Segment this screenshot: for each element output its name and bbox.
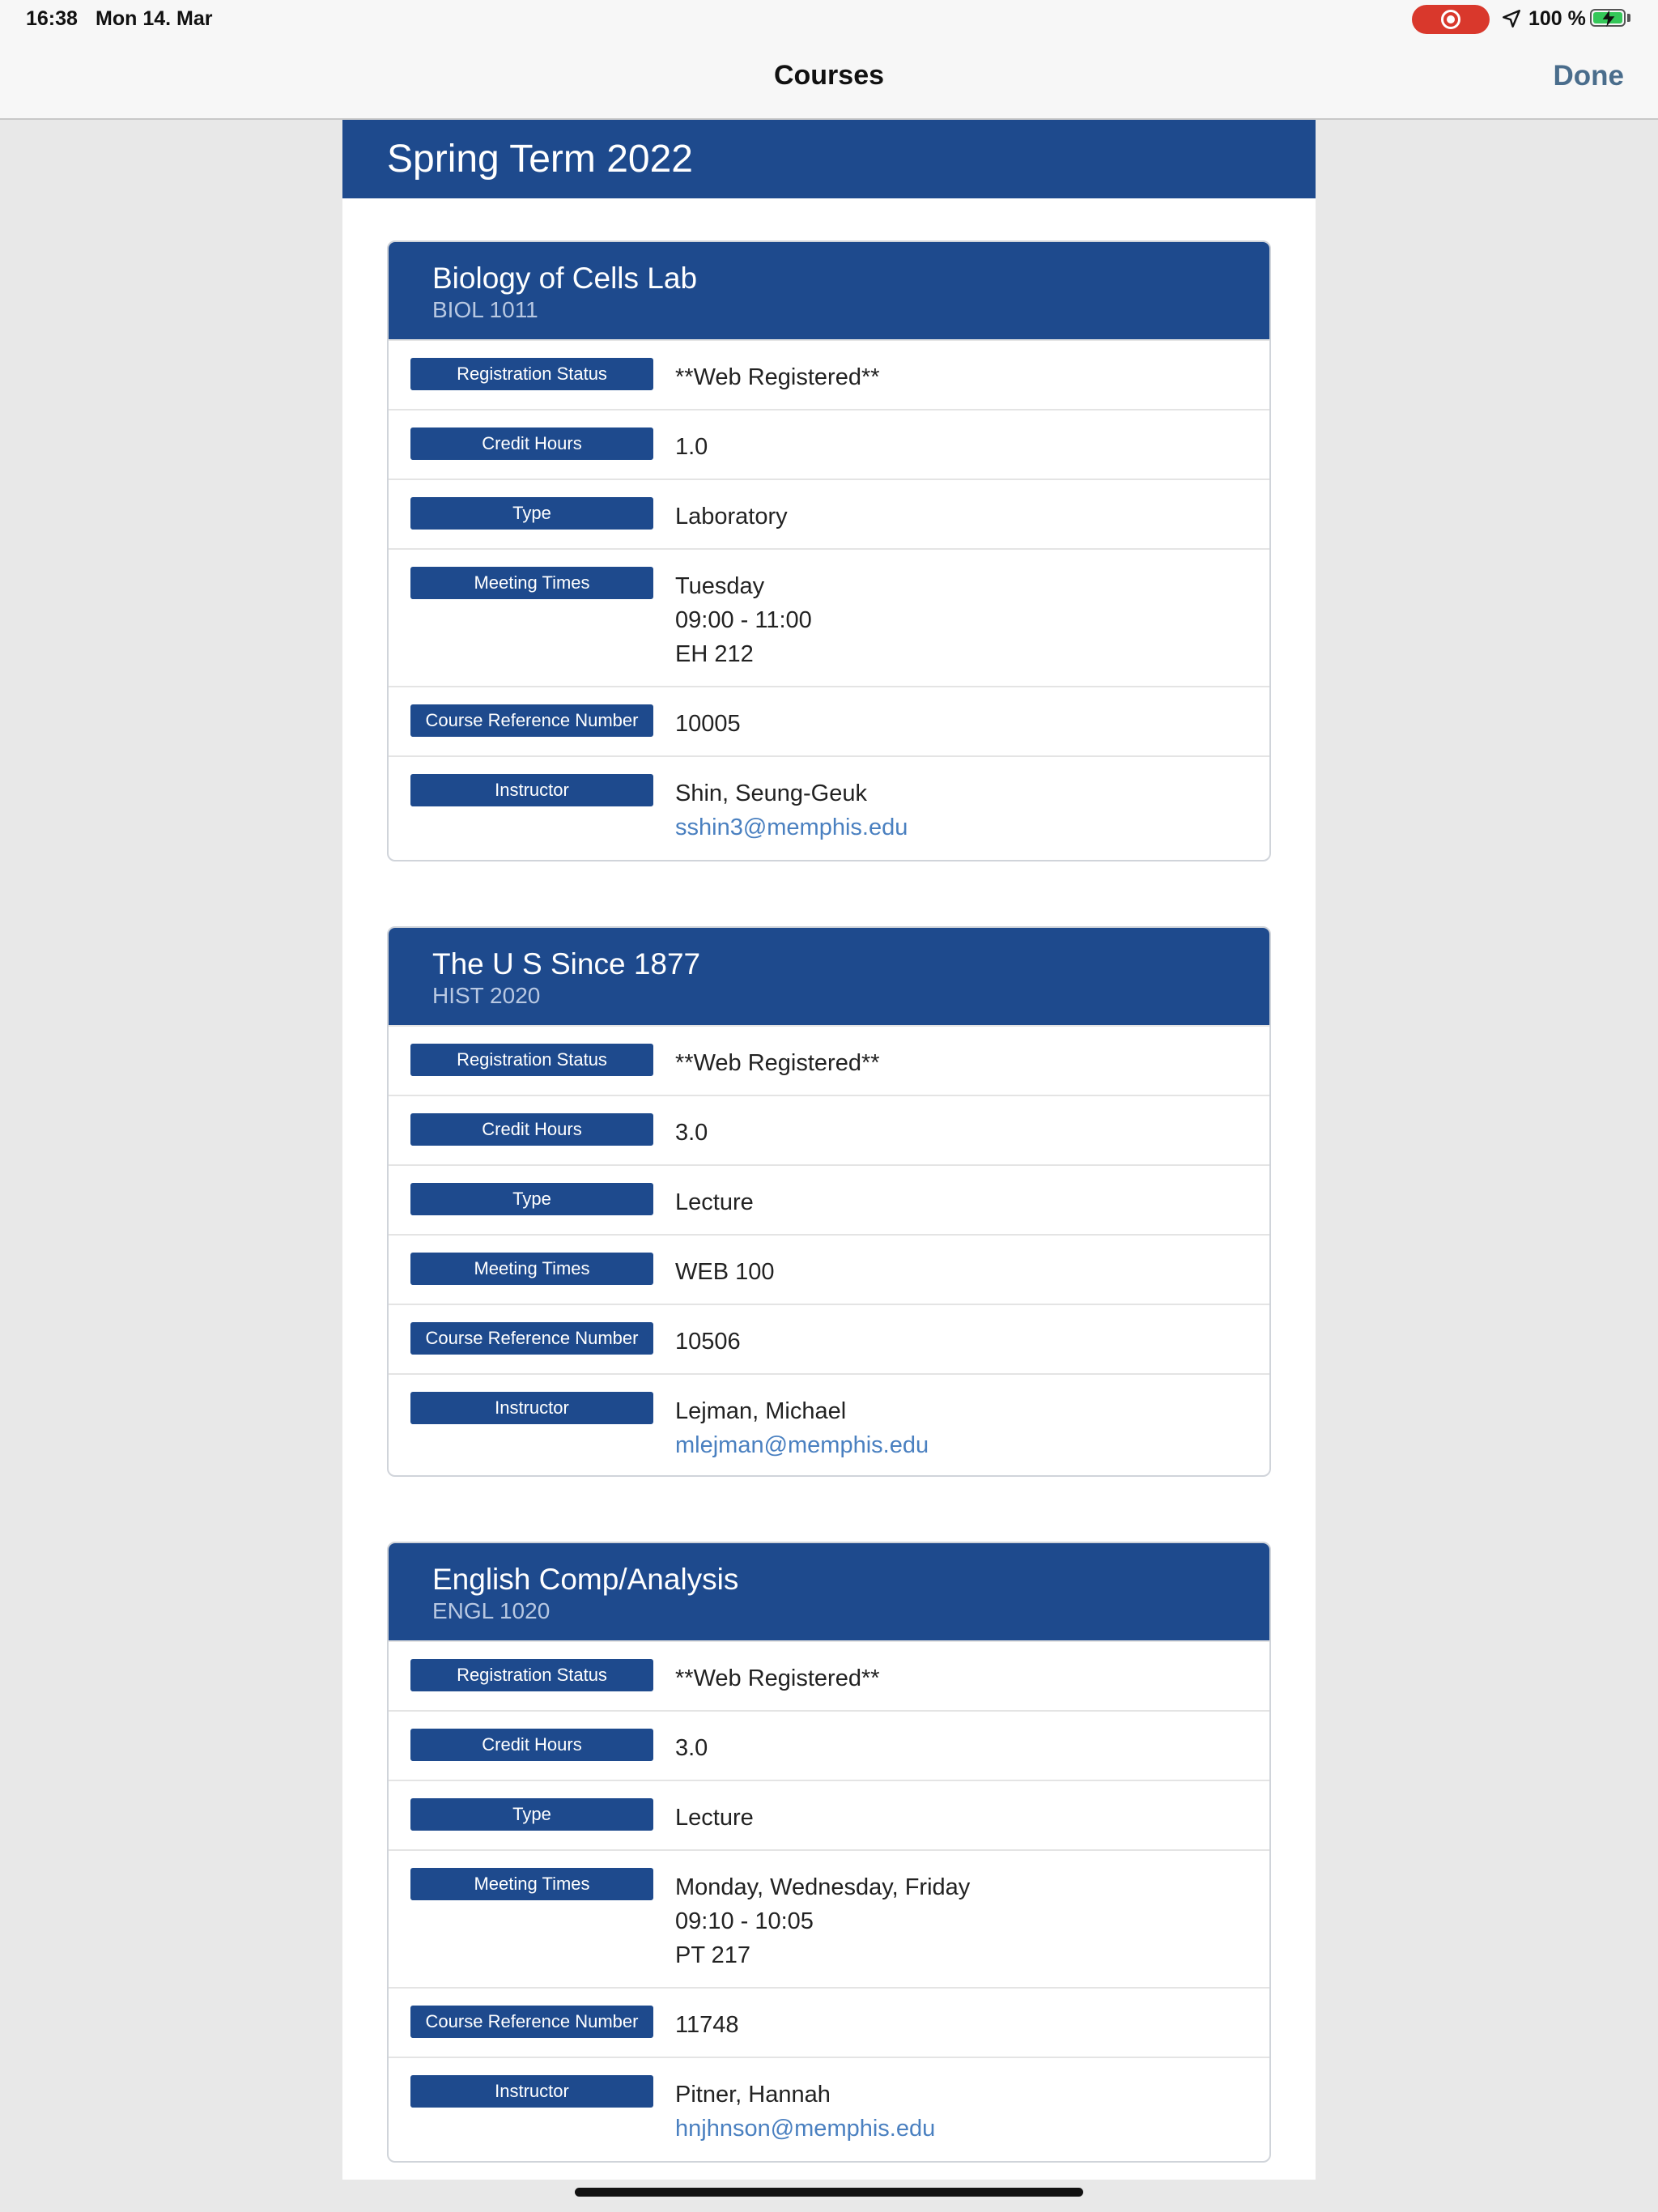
meeting-time: 09:10 - 10:05 [675, 1908, 814, 1934]
meeting-times-row [389, 1234, 1269, 1304]
meeting-time: 09:00 - 11:00 [675, 607, 812, 633]
registration-status-value: **Web Registered** [675, 1665, 880, 1691]
instructor-label: Instructor [410, 2075, 653, 2108]
page-title: Courses [773, 60, 885, 91]
credit-hours-row [389, 1710, 1269, 1780]
instructor-row [389, 755, 1269, 859]
location-arrow-icon [1501, 8, 1522, 29]
type-row [389, 1164, 1269, 1234]
registration-status-row [389, 1025, 1269, 1095]
instructor-row [389, 1373, 1269, 1477]
credit-hours-row [389, 1095, 1269, 1164]
credit-hours-label: Credit Hours [410, 428, 653, 460]
home-indicator[interactable] [575, 2188, 1083, 2197]
instructor-email-link[interactable]: mlejman@memphis.edu [675, 1432, 929, 1458]
registration-status-row [389, 339, 1269, 409]
credit-hours-value: 3.0 [675, 1735, 708, 1761]
instructor-name: Lejman, Michael [675, 1398, 847, 1424]
instructor-label: Instructor [410, 774, 653, 806]
meeting-days: Monday, Wednesday, Friday [675, 1874, 971, 1900]
credit-hours-value: 1.0 [675, 434, 708, 460]
status-bar [0, 0, 1658, 37]
type-value: Lecture [675, 1805, 754, 1831]
meeting-days: Tuesday [675, 573, 765, 599]
instructor-email-link[interactable]: hnjhnson@memphis.edu [675, 2116, 936, 2142]
registration-status-label: Registration Status [410, 1659, 653, 1691]
type-row [389, 479, 1269, 548]
meeting-room: EH 212 [675, 641, 754, 667]
course-name: English Comp/Analysis [432, 1563, 739, 1596]
instructor-row [389, 2057, 1269, 2160]
meeting-room: WEB 100 [675, 1259, 775, 1285]
type-row [389, 1780, 1269, 1849]
course-header [389, 242, 1269, 339]
course-header [389, 1543, 1269, 1640]
course-card [387, 240, 1271, 861]
meeting-times-value [675, 1870, 970, 1972]
meeting-times-label: Meeting Times [410, 1868, 653, 1900]
crn-label: Course Reference Number [410, 1322, 653, 1355]
registration-status-value: **Web Registered** [675, 364, 880, 390]
registration-status-value: **Web Registered** [675, 1050, 880, 1076]
crn-label: Course Reference Number [410, 704, 653, 737]
crn-value: 10506 [675, 1329, 741, 1355]
course-name: Biology of Cells Lab [432, 262, 698, 295]
course-name: The U S Since 1877 [432, 947, 701, 981]
meeting-times-label: Meeting Times [410, 1253, 653, 1285]
credit-hours-label: Credit Hours [410, 1113, 653, 1146]
course-code: ENGL 1020 [432, 1598, 551, 1623]
crn-row [389, 686, 1269, 755]
term-header: Spring Term 2022 [342, 120, 1316, 198]
meeting-room: PT 217 [675, 1942, 750, 1968]
registration-status-label: Registration Status [410, 1044, 653, 1076]
courses-page[interactable] [342, 120, 1316, 2180]
registration-status-row [389, 1640, 1269, 1710]
battery-percentage: 100 % [1528, 7, 1586, 30]
type-label: Type [410, 497, 653, 530]
done-button[interactable]: Done [1553, 60, 1624, 91]
type-label: Type [410, 1798, 653, 1831]
screen-record-icon[interactable] [1412, 5, 1490, 34]
battery-charging-icon [1590, 9, 1626, 27]
type-value: Laboratory [675, 504, 788, 530]
instructor-label: Instructor [410, 1392, 653, 1424]
navigation-bar [0, 37, 1658, 120]
crn-row [389, 1304, 1269, 1373]
course-card [387, 926, 1271, 1477]
course-header [389, 928, 1269, 1025]
meeting-times-row [389, 548, 1269, 686]
course-code: BIOL 1011 [432, 297, 538, 322]
instructor-value [675, 1394, 929, 1462]
instructor-value [675, 2078, 935, 2146]
status-time: 16:38 [26, 7, 78, 30]
type-label: Type [410, 1183, 653, 1215]
credit-hours-row [389, 409, 1269, 479]
meeting-times-label: Meeting Times [410, 567, 653, 599]
meeting-times-row [389, 1849, 1269, 1987]
course-code: HIST 2020 [432, 983, 541, 1008]
instructor-name: Pitner, Hannah [675, 2082, 831, 2108]
instructor-email-link[interactable]: sshin3@memphis.edu [675, 815, 908, 840]
crn-label: Course Reference Number [410, 2006, 653, 2038]
meeting-times-value [675, 569, 812, 671]
credit-hours-label: Credit Hours [410, 1729, 653, 1761]
instructor-value [675, 776, 908, 844]
crn-row [389, 1987, 1269, 2057]
registration-status-label: Registration Status [410, 358, 653, 390]
instructor-name: Shin, Seung-Geuk [675, 781, 867, 806]
crn-value: 11748 [675, 2012, 739, 2038]
credit-hours-value: 3.0 [675, 1120, 708, 1146]
type-value: Lecture [675, 1189, 754, 1215]
status-date: Mon 14. Mar [96, 7, 213, 30]
crn-value: 10005 [675, 711, 741, 737]
course-card [387, 1542, 1271, 2163]
